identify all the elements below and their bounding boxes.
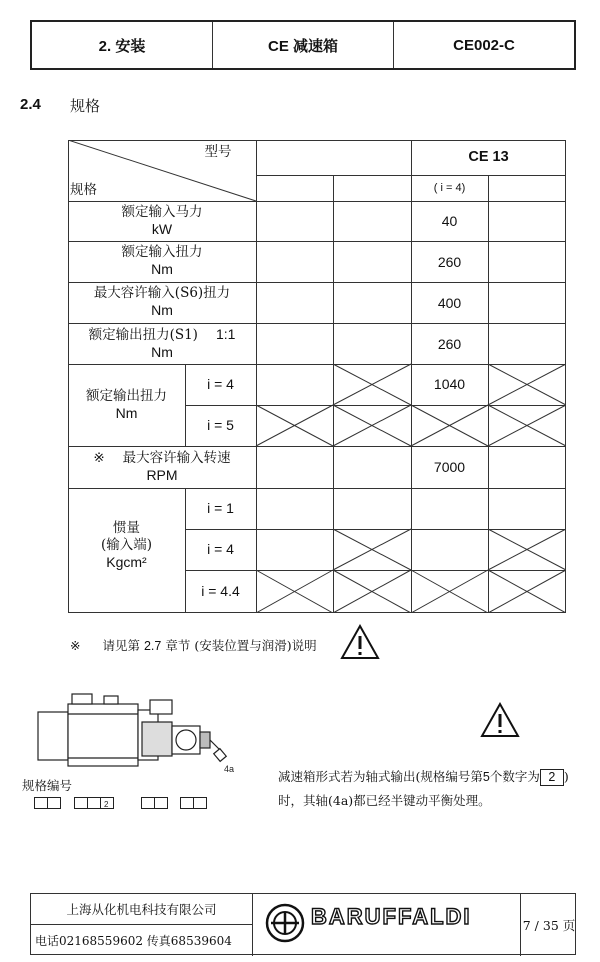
shaft-label: 4a bbox=[224, 764, 235, 774]
ratio-i4-output: i = 4 bbox=[207, 376, 234, 392]
row-label-max-input-torque: 最大容许输入(S6)扭力 Nm bbox=[93, 285, 231, 318]
section-number: 2.4 bbox=[20, 96, 41, 113]
brand-emblem-icon bbox=[265, 903, 305, 943]
brand-name: BARUFFALDI bbox=[311, 904, 472, 929]
row-label-rated-input-torque: 额定输入扭力 Nm bbox=[121, 244, 203, 277]
row-label-rated-output-torque: 额定输出扭力 Nm bbox=[86, 388, 167, 421]
header-section: 2. 安装 bbox=[98, 37, 146, 55]
row-label-rated-input-power: 额定输入马力 kW bbox=[121, 204, 203, 237]
value-max-input-torque: 400 bbox=[437, 295, 462, 311]
value-rated-output-torque-s1: 260 bbox=[437, 336, 462, 352]
warning-icon bbox=[340, 624, 380, 660]
footer-phone: 电话02168559602 传真68539604 bbox=[31, 925, 253, 956]
row-label-inertia: 惯量 (输入端) Kgcm² bbox=[100, 520, 153, 570]
spec-code-label: 规格编号 bbox=[22, 778, 73, 793]
header-product: CE 减速箱 bbox=[212, 22, 393, 68]
lubrication-note: ※ 请见第 2.7 章节 (安装位置与润滑)说明 bbox=[70, 638, 317, 653]
page-header bbox=[30, 20, 576, 70]
corner-spec-label: 规格 bbox=[70, 182, 97, 198]
model-header: CE 13 bbox=[468, 149, 509, 165]
ratio-header: ( i = 4) bbox=[433, 182, 466, 194]
corner-model-label: 型号 bbox=[204, 144, 232, 160]
page-number: 7 / 35 页 bbox=[522, 918, 576, 933]
value-rated-output-torque-i4: 1040 bbox=[433, 376, 466, 392]
ratio-i4-inertia: i = 4 bbox=[207, 541, 234, 557]
value-max-input-speed: 7000 bbox=[433, 459, 466, 475]
warning-icon-output bbox=[480, 702, 520, 738]
value-rated-input-power: 40 bbox=[441, 213, 458, 229]
gearbox-diagram bbox=[30, 690, 250, 785]
row-label-max-input-speed: ※ 最大容许输入转速 RPM bbox=[93, 450, 231, 483]
section-title: 规格 bbox=[70, 97, 101, 115]
header-doc-code: CE002-C bbox=[393, 22, 574, 68]
ratio-i5-output: i = 5 bbox=[207, 417, 234, 433]
spec-code-boxes bbox=[34, 797, 214, 811]
spec-table bbox=[68, 140, 566, 613]
footer-company: 上海从化机电科技有限公司 bbox=[31, 894, 253, 925]
page-footer bbox=[30, 893, 576, 955]
value-rated-input-torque: 260 bbox=[437, 254, 462, 270]
row-label-rated-output-torque-s1: 额定输出扭力(S1) 1:1 Nm bbox=[88, 326, 236, 360]
spec-code-digit: 2 bbox=[104, 800, 109, 809]
brand-logo bbox=[253, 894, 521, 956]
ratio-i1-inertia: i = 1 bbox=[207, 500, 234, 516]
shaft-output-note: 减速箱形式若为轴式输出(规格编号第5个数字为 2 )时，其轴(4a)都已经半键动平衡处理。 bbox=[278, 769, 569, 808]
ratio-i44-inertia: i = 4.4 bbox=[201, 583, 240, 599]
